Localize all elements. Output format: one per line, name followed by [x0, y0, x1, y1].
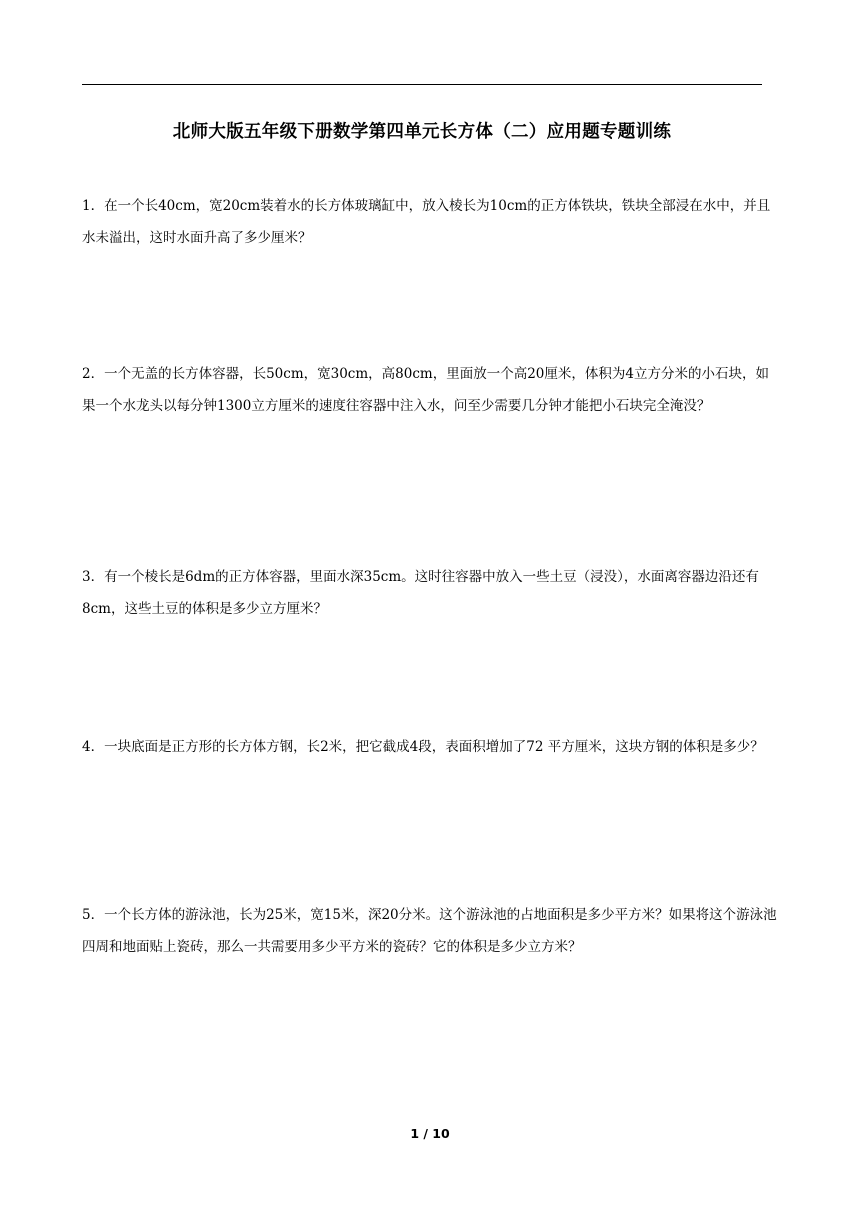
question-1 — [82, 190, 778, 254]
page-indicator: 1 / 10 — [410, 1126, 450, 1141]
question-text: 在一个长40cm，宽20cm装着水的长方体玻璃缸中，放入棱长为10cm的正方体铁块，铁块全部浸在水中，并且水未溢出，这时水面升高了多少厘米？ — [82, 198, 771, 246]
question-2 — [82, 358, 778, 422]
question-number: 2． — [82, 366, 105, 382]
question-4 — [82, 731, 778, 763]
header-rule — [82, 84, 762, 85]
question-number: 1． — [82, 198, 105, 214]
question-3 — [82, 561, 778, 625]
question-number: 4． — [82, 739, 105, 755]
question-5 — [82, 899, 778, 963]
page-title: 北师大版五年级下册数学第四单元长方体（二）应用题专题训练 — [172, 122, 672, 142]
question-text: 一块底面是正方形的长方体方钢，长2米，把它截成4段，表面积增加了72 平方厘米，这块方钢的体积是多少？ — [104, 739, 764, 755]
question-number: 3． — [82, 569, 105, 585]
question-number: 5． — [82, 907, 105, 923]
question-text: 一个无盖的长方体容器，长50cm，宽30cm，高80cm，里面放一个高20厘米，体积为4立方分米的小石块，如果一个水龙头以每分钟1300立方厘米的速度往容器中注入水，问至少需要几分钟才能把小石块完全淹没？ — [82, 366, 769, 414]
question-text: 一个长方体的游泳池，长为25米，宽15米，深20分米。这个游泳池的占地面积是多少平方米？如果将这个游泳池四周和地面贴上瓷砖，那么一共需要用多少平方米的瓷砖？它的体积是多少立方米？ — [82, 907, 777, 955]
question-text: 有一个棱长是6dm的正方体容器，里面水深35cm。这时往容器中放入一些土豆（浸没），水面离容器边沿还有8cm，这些土豆的体积是多少立方厘米？ — [82, 569, 759, 617]
